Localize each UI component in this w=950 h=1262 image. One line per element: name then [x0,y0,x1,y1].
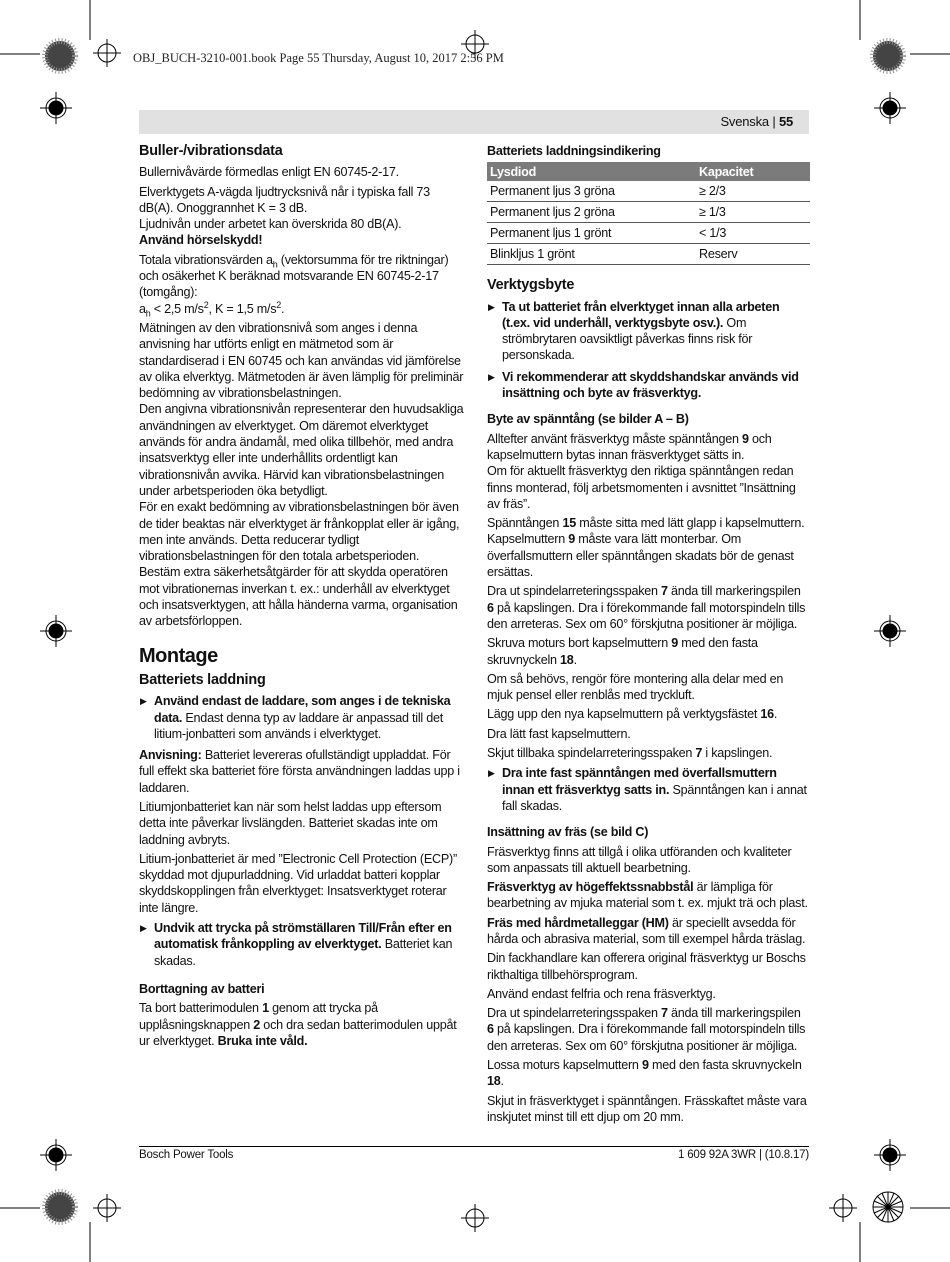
charging-heading: Batteriets laddning [139,671,266,688]
c3-b: måste sitta med lätt glapp i kapselmuttern. Kapselmuttern [487,516,805,547]
i6-c: på kapslingen. Dra i förekommande fall motorspindeln tills den arreteras. Sex om 60° förskjutna positioner är möjliga. [487,1022,806,1053]
rb3-bold: Dra inte fast spänntången med överfallsmuttern innan ett fräsverktyg satts in. [502,766,777,797]
starburst-mark-bottom-left [45,1192,75,1222]
collet-para-9 [487,745,810,761]
measurement-para-3: För en exakt bedömning av vibrationsbelastningen bör även de tider beaktas när elverktyget är frånkopplat eller är igång, men inte används. Detta reducerar tydligt vibrationsbelastningen för den totala arbetsperioden. [139,500,460,564]
vib-text-b: (vektorsumma för tre riktningar) och osäkerhet K beräknad motsvarande EN 60745-2-17 (tomgång): [139,252,449,300]
table-cell: Reserv [696,244,810,265]
c1-a: Alltefter använt fräsverktyg måste spänntången [487,431,742,446]
insert-para-8: Skjut in fräsverktyget i spänntången. Frässkaftet måste vara inskjutet minst till ett djup om 20 mm. [487,1093,807,1124]
header-separator: | [768,114,779,129]
rm-a: Ta bort batterimodulen [139,1001,263,1016]
vv-a: a [139,301,146,316]
c5-n1: 9 [671,636,678,651]
vv-c: , K = 1,5 m/s [208,301,277,316]
c4-a: Dra ut spindelarreteringsspaken [487,584,662,599]
i2-text: är lämpliga för bearbetning av mjuka material som t. ex. mjukt trä och plast. [487,880,808,911]
insert-para-5: Använd endast felfria och rena fräsverktyg. [487,986,716,1001]
c5-a: Skruva moturs bort kapselmuttern [487,636,672,651]
rm-n1: 1 [262,1001,269,1016]
c9-a: Skjut tillbaka spindelarreteringsspaken [487,746,696,761]
rb3-text: Spänntången kan i annat fall skadas. [502,782,807,813]
c7-b: . [773,707,778,722]
crosshair-mark-bottom-left [93,1194,121,1222]
charger-warning-bullet [139,693,464,742]
table-row [487,202,810,223]
charge-indicator-heading: Batteriets laddningsindikering [487,144,661,158]
table-cell: Permanent ljus 1 grönt [487,223,696,244]
noise-para-1: Bullernivåvärde förmedlas enligt EN 60745-2-17. [139,165,399,180]
vv-d: . [281,301,285,316]
crosshair-mark-right-mid [874,615,906,647]
li-ion-para-1: Litiumjonbatteriet kan när som helst laddas upp eftersom detta inte påverkar livslängden. Batteriet skadas inte om laddning avbryts. [139,799,442,847]
switch-warning-bullet [139,920,464,969]
c4-c: på kapslingen. Dra i förekommande fall motorspindeln tills den arreteras. Sex om 60° förskjutna positioner är möjliga. [487,600,806,631]
rb2-bold: Vi rekommenderar att skyddshandskar används vid insättning och byte av fräsverktyg. [502,369,799,401]
c5-n2: 18 [560,652,574,667]
page-header [720,114,793,129]
crosshair-mark-bottom-center [461,1204,489,1232]
noise-heading: Buller-/vibrationsdata [139,143,283,159]
bit-insert-heading: Insättning av fräs (se bild C) [487,825,649,840]
table-cell: ≥ 2/3 [696,181,810,202]
table-cell: < 1/3 [696,223,810,244]
noise-para-3: Ljudnivån under arbetet kan överskrida 80 dB(A). [139,217,402,232]
hearing-protection-warning: Använd hörselskydd! [139,233,263,248]
i7-a: Lossa moturs kapselmuttern [487,1058,642,1073]
charge-indicator-table [487,162,810,265]
collet-para-4 [487,583,810,632]
c3-n2: 9 [568,532,575,547]
rb1-bold: Ta ut batteriet från elverktyget innan alla arbeten (t.ex. vid underhåll, verktygsbyte osv.). [502,299,780,330]
c5-b: med den fasta skruvnyckeln [487,636,758,667]
i6-b: ända till markeringspilen [667,1006,801,1021]
table-header: Kapacitet [696,162,810,181]
noise-para-2: Elverktygets A-vägda ljudtrycksnivå når i typiska fall 73 dB(A). Onoggrannhet K = 3 dB. [139,184,430,215]
header-language: Svenska [720,114,769,129]
measurement-para-1: Mätningen av den vibrationsnivå som anges i denna anvisning har utförts enligt en mätmetod som är standardiserad i EN 60745 och kan användas vid jämförelse av olika elverktyg. Mätmetoden är även lämplig för preliminär bedömning av vibrationsbelastningen. [139,320,464,401]
montage-heading: Montage [139,644,218,667]
crosshair-mark-right-bottom [874,1139,906,1171]
print-slug: OBJ_BUCH-3210-001.book Page 55 Thursday, August 10, 2017 2:56 PM [133,51,504,65]
collet-para-6: Om så behövs, rengör före montering alla delar med en mjuk pensel eller renblås med tryckluft. [487,671,784,703]
left-column [139,143,464,1052]
b2-text: Batteriet kan skadas. [154,937,453,968]
measurement-para-2: Den angivna vibrationsnivån representerar den huvudsakliga användningen av elverktyget. Om däremot elverktyget används för andra ändamål, med olika tillbehör, med andra insatsverktyg eller inte underhållits ordentligt kan vibrationsnivån avvika. Härvid kan vibrationsbelastningen under arbetsperioden öka betydligt. [139,402,464,498]
table-cell: Blinkljus 1 grönt [487,244,696,265]
li-ion-para-2: Litium-jonbatteriet är med ”Electronic Cell Protection (ECP)” skyddad mot djupurladdning. Vid urladdat batteri kopplar skyddskopplingen från elverktyget: Insatsverktyget roterar inte längre. [139,851,457,915]
collet-para-5 [487,635,810,668]
vibration-para [139,252,464,301]
table-header: Lysdiod [487,162,696,181]
table-cell: Permanent ljus 2 gröna [487,202,696,223]
table-row [487,244,810,265]
i3-bold: Fräs med hårdmetalleggar (HM) [487,915,669,930]
right-column [487,143,810,1128]
i3-text: är speciellt avsedda för hårda och abrasiva material, som till exempel hårda träslag. [487,915,806,946]
c4-n2: 6 [487,600,494,615]
crosshair-mark-top-left [93,39,121,67]
c3-a: Spänntången [487,516,563,531]
collet-change-heading: Byte av spänntång (se bilder A – B) [487,412,689,427]
rm-b: genom att trycka på upplåsningsknappen [139,1001,378,1032]
i6-n2: 6 [487,1022,494,1037]
vv-sup1: 2 [203,299,209,310]
tool-change-heading: Verktygsbyte [487,277,575,294]
c4-b: ända till markeringspilen [667,584,801,599]
table-cell: ≥ 1/3 [696,202,810,223]
footer-doc-number: 1 609 92A 3WR | (10.8.17) [678,1149,809,1161]
table-cell: Permanent ljus 3 gröna [487,181,696,202]
rm-n2: 2 [253,1017,261,1032]
insert-para-2 [487,879,810,912]
battery-removal-para [139,1000,464,1049]
rb1-text: Om strömbrytaren oavsiktligt påverkas finns risk för personskada. [502,315,753,363]
b2-bold: Undvik att trycka på strömställaren Till/Från efter en automatisk frånkoppling av elverktyget. [154,921,452,952]
crosshair-mark-left-mid [40,615,72,647]
c3-c: måste vara lätt monterbar. Om överfallsmuttern eller spänntången skadats bör de genast ersättas. [487,532,794,580]
i6-a: Dra ut spindelarreteringsspaken [487,1006,662,1021]
table-row [487,223,810,244]
c9-n1: 7 [695,746,703,761]
insert-para-7 [487,1057,810,1090]
battery-removal-heading: Borttagning av batteri [139,981,265,996]
note-label: Anvisning: [139,748,202,763]
rm-bold: Bruka inte våld. [217,1033,308,1048]
collet-para-8: Dra lätt fast kapselmuttern. [487,726,631,741]
vib-text-a: Totala vibrationsvärden a [139,252,273,267]
c3-n1: 15 [562,516,576,531]
note-para [139,747,464,796]
noise-para-4 [139,232,464,248]
vv-b: < 2,5 m/s [150,301,204,316]
footer-brand: Bosch Power Tools [139,1149,234,1161]
c1-b: och kapselmuttern bytas innan fräsverktyget sätts in. [487,431,772,462]
page-number: 55 [778,114,793,129]
footer-rule [139,1146,809,1147]
crosshair-mark-left-bottom [40,1139,72,1171]
collet-para-3 [487,515,810,580]
header-bar [139,110,809,134]
collet-para-2: Om för aktuellt fräsverktyg den riktiga spänntången redan finns monterad, följ arbetsmomenten i avsnittet ”Insättning av fräs”. [487,464,796,511]
rm-c: och dra sedan batterimodulen uppåt ur elverktyget. [139,1017,457,1048]
c9-b: i kapslingen. [702,746,773,761]
c1-n1: 9 [741,431,749,446]
vibration-values [139,301,464,317]
crosshair-mark-right-top [874,92,906,124]
table-row [487,181,810,202]
gloves-bullet [487,369,810,402]
vv-sup2: 2 [276,299,282,310]
collet-para-7 [487,706,810,722]
i7-b: med den fasta skruvnyckeln [648,1058,802,1073]
insert-para-1: Fräsverktyg finns att tillgå i olika utföranden och kvaliteter som anpassats till aktuell bearbetning. [487,844,792,875]
collet-para-1 [487,431,810,464]
starburst-mark-top-right [873,41,903,71]
insert-para-6 [487,1005,810,1054]
vv-sub: h [145,308,151,319]
c4-n1: 7 [661,584,668,599]
c5-c: . [573,652,577,667]
i2-bold: Fräsverktyg av högeffektssnabbstål [487,880,694,895]
i7-n1: 9 [641,1058,649,1073]
b1-text: Endast denna typ av laddare är anpassad till det litium-jonbatteri som används i elverktyget. [154,710,443,741]
i7-c: . [500,1074,504,1089]
measurement-para-4: Bestäm extra säkerhetsåtgärder för att skydda operatören mot vibrationernas inverkan t. ex.: underhåll av elverktyget och insatsverktygen, att hålla händerna varma, organisation av arbetsförloppen. [139,565,458,629]
crosshair-mark-bottom-right [829,1194,857,1222]
insert-para-4: Din fackhandlare kan offerera original fräsverktyg ur Boschs rikthaltiga tillbehörsprogram. [487,951,806,982]
i7-n2: 18 [487,1074,501,1089]
b1-bold: Använd endast de laddare, som anges i de tekniska data. [154,694,451,725]
c7-n1: 16 [760,707,774,722]
c7-a: Lägg upp den nya kapselmuttern på verktygsfästet [487,707,761,722]
crosshair-mark-left-top [40,92,72,124]
remove-battery-bullet [487,299,810,364]
starburst-mark-top-left [45,41,75,71]
insert-para-3 [487,915,810,948]
vib-sub: h [272,259,278,270]
note-text: Batteriet levereras ofullständigt uppladdat. För full effekt ska batteriet före första användningen laddas upp i laddaren. [139,748,460,795]
i6-n1: 7 [661,1006,668,1021]
starburst-mark-bottom-right [873,1192,903,1222]
collet-warning-bullet [487,765,810,814]
